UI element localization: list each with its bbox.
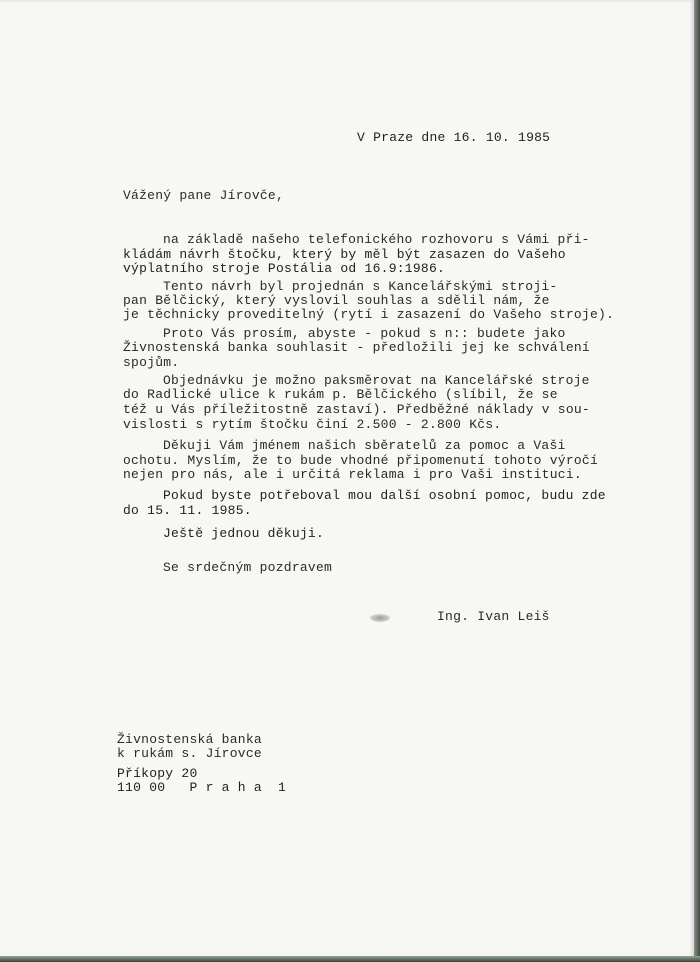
closing-line: Se srdečným pozdravem — [163, 560, 333, 575]
paragraph-1-line-1: na základě našeho telefonického rozhovoru s Vámi při- — [163, 232, 590, 247]
thanks-line: Ještě jednou děkuji. — [163, 526, 325, 541]
paragraph-6-line-1: Pokud byste potřeboval mou další osobní pomoc, budu zde — [163, 488, 606, 503]
paragraph-3-line-2: Živnostenská banka souhlasit - předložili jej ke schválení — [123, 340, 590, 355]
paragraph-3-line-3: spojům. — [123, 355, 180, 370]
ink-smudge — [370, 614, 390, 622]
address-line-3: Příkopy 20 — [117, 766, 198, 781]
letter-date: V Praze dne 16. 10. 1985 — [357, 130, 551, 145]
paragraph-4-line-3: též u Vás příležitostně zastaví). Předběžné náklady v sou- — [123, 402, 590, 417]
signature-name: Ing. Ivan Leiš — [437, 609, 550, 624]
paragraph-5-line-1: Děkuji Vám jménem našich sběratelů za pomoc a Vaši — [163, 438, 566, 453]
paragraph-4-line-2: do Radlické ulice k rukám p. Bělčického (slíbil, že se — [123, 387, 558, 402]
paragraph-5-line-3: nejen pro nás, ale i určitá reklama i pro Vaši instituci. — [123, 467, 582, 482]
paragraph-6-line-2: do 15. 11. 1985. — [123, 503, 252, 518]
paragraph-2-line-1: Tento návrh byl projednán s Kancelářskými stroji- — [163, 279, 558, 294]
paragraph-4-line-1: Objednávku je možno paksměrovat na Kancelářské stroje — [163, 373, 590, 388]
paragraph-1-line-3: výplatního stroje Postália od 16.9:1986. — [123, 261, 446, 276]
address-line-4: 110 00 P r a h a 1 — [117, 780, 287, 795]
address-line-1: Živnostenská banka — [117, 732, 262, 747]
paragraph-3-line-1: Proto Vás prosím, abyste - pokud s n:: budete jako — [163, 326, 566, 341]
paragraph-1-line-2: kládám návrh štočku, který by měl být zasazen do Vašeho — [123, 247, 566, 262]
scan-edge-bottom — [0, 956, 700, 962]
salutation: Vážený pane Jírovče, — [123, 188, 285, 203]
paragraph-5-line-2: ochotu. Myslím, že to bude vhodné připomenutí tohoto výročí — [123, 453, 599, 468]
address-line-2: k rukám s. Jírovce — [117, 746, 262, 761]
paragraph-2-line-2: pan Bělčický, který vyslovil souhlas a sdělil nám, že — [123, 293, 550, 308]
scan-edge-right — [694, 0, 700, 962]
paragraph-2-line-3: je těchnicky proveditelný (rytí i zasazení do Vašeho stroje). — [123, 307, 615, 322]
paragraph-4-line-4: vislosti s rytím štočku činí 2.500 - 2.800 Kčs. — [123, 417, 502, 432]
